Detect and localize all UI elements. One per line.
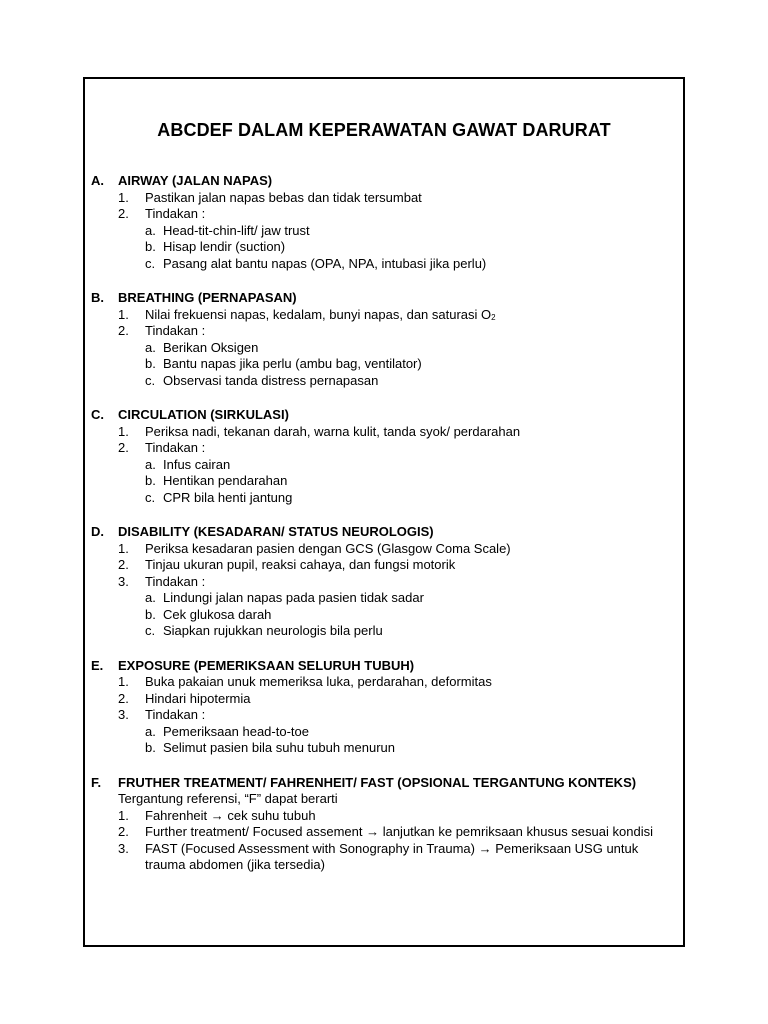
document-title: ABCDEF DALAM KEPERAWATAN GAWAT DARURAT — [157, 120, 611, 140]
list-item — [91, 691, 666, 708]
item-number: 2. — [118, 323, 129, 338]
section-letter: B. — [91, 290, 104, 305]
sub-item — [91, 356, 666, 373]
item-text: Further treatment/ Focused assement → lanjutkan ke pemriksaan khusus sesuai kondisi — [145, 824, 653, 839]
sub-letter: b. — [145, 740, 156, 755]
item-number: 1. — [118, 423, 129, 439]
sub-letter: c. — [145, 623, 156, 638]
item-number: 1. — [118, 540, 129, 556]
section-letter: C. — [91, 407, 104, 422]
sub-letter: a. — [145, 339, 156, 355]
item-number: 2. — [118, 206, 129, 221]
item-number: 3. — [118, 573, 129, 589]
section-title: EXPOSURE (PEMERIKSAAN SELURUH TUBUH) — [118, 657, 415, 673]
sub-text: Bantu napas jika perlu (ambu bag, ventilator) — [163, 356, 422, 371]
item-number: 1. — [118, 189, 129, 205]
sub-text: Pemeriksaan head-to-toe — [163, 723, 309, 739]
list-item — [91, 541, 666, 558]
sub-letter: a. — [145, 456, 156, 472]
document-content — [91, 173, 666, 892]
item-number: 2. — [118, 440, 129, 455]
section-letter: E. — [91, 657, 104, 673]
sub-letter: c. — [145, 489, 156, 505]
item-number: 2. — [118, 824, 129, 839]
sub-letter: b. — [145, 606, 156, 622]
item-number: 2. — [118, 557, 129, 572]
section-breathing — [91, 290, 666, 389]
section-title: AIRWAY (JALAN NAPAS) — [118, 173, 273, 188]
item-number: 1. — [118, 674, 129, 689]
sub-letter: a. — [145, 590, 156, 605]
item-number: 3. — [118, 840, 129, 856]
list-item — [91, 307, 666, 324]
document-frame — [83, 77, 685, 947]
sub-letter: c. — [145, 255, 156, 271]
list-item — [91, 841, 666, 874]
sub-item — [91, 473, 666, 490]
item-text: Tindakan : — [145, 707, 206, 722]
sub-text: Hisap lendir (suction) — [163, 239, 286, 254]
item-number: 1. — [118, 306, 129, 322]
list-item — [91, 824, 666, 841]
item-text: Buka pakaian unuk memeriksa luka, perdarahan, deformitas — [145, 674, 492, 689]
sub-text: Head-tit-chin-lift/ jaw trust — [163, 222, 310, 238]
sub-letter: a. — [145, 723, 156, 739]
list-item — [91, 808, 666, 825]
item-number: 1. — [118, 807, 129, 823]
list-item — [91, 574, 666, 591]
sub-text: Pasang alat bantu napas (OPA, NPA, intubasi jika perlu) — [163, 255, 487, 271]
sub-letter: b. — [145, 473, 156, 488]
sub-item — [91, 223, 666, 240]
section-intro: Tergantung referensi, “F” dapat berarti — [118, 791, 338, 806]
item-text: Hindari hipotermia — [145, 690, 251, 706]
sub-text: CPR bila henti jantung — [163, 489, 293, 505]
section-heading — [91, 407, 666, 424]
sub-item — [91, 373, 666, 390]
sub-letter: c. — [145, 372, 156, 388]
section-letter: D. — [91, 524, 104, 539]
item-number: 2. — [118, 690, 129, 706]
sub-letter: b. — [145, 356, 156, 371]
item-text: Periksa kesadaran pasien dengan GCS (Glasgow Coma Scale) — [145, 540, 511, 556]
section-disability — [91, 524, 666, 640]
section-heading — [91, 524, 666, 541]
section-title: FRUTHER TREATMENT/ FAHRENHEIT/ FAST (OPSIONAL TERGANTUNG KONTEKS) — [118, 774, 637, 790]
item-text: Pastikan jalan napas bebas dan tidak tersumbat — [145, 189, 422, 205]
sub-letter: b. — [145, 239, 156, 254]
list-item — [91, 424, 666, 441]
sub-text: Hentikan pendarahan — [163, 473, 288, 488]
sub-item — [91, 590, 666, 607]
sub-text: Cek glukosa darah — [163, 606, 272, 622]
sub-text: Infus cairan — [163, 456, 231, 472]
sub-item — [91, 490, 666, 507]
section-letter: A. — [91, 173, 104, 188]
item-text: FAST (Focused Assessment with Sonography in Trauma) → Pemeriksaan USG untuk trauma abdomen (jika tersedia) — [145, 840, 639, 872]
item-text: Periksa nadi, tekanan darah, warna kulit, tanda syok/ perdarahan — [145, 423, 521, 439]
sub-text: Berikan Oksigen — [163, 339, 259, 355]
sub-item — [91, 607, 666, 624]
list-item — [91, 440, 666, 457]
item-text: Tindakan : — [145, 206, 206, 221]
section-letter: F. — [91, 774, 102, 790]
subscript: 2 — [491, 312, 496, 322]
section-heading — [91, 775, 666, 792]
sub-text: Observasi tanda distress pernapasan — [163, 372, 379, 388]
item-text: Tinjau ukuran pupil, reaksi cahaya, dan fungsi motorik — [145, 557, 456, 572]
section-title: CIRCULATION (SIRKULASI) — [118, 407, 289, 422]
sub-item — [91, 740, 666, 757]
list-item — [91, 707, 666, 724]
section-circulation — [91, 407, 666, 506]
sub-item — [91, 724, 666, 741]
section-further — [91, 775, 666, 874]
section-heading — [91, 658, 666, 675]
item-text: Tindakan : — [145, 573, 206, 589]
list-item — [91, 674, 666, 691]
sub-item — [91, 340, 666, 357]
item-text: Nilai frekuensi napas, kedalam, bunyi napas, dan saturasi O — [145, 306, 492, 322]
list-item — [91, 557, 666, 574]
list-item — [91, 206, 666, 223]
sub-item — [91, 239, 666, 256]
sub-letter: a. — [145, 222, 156, 238]
section-airway — [91, 173, 666, 272]
section-title: DISABILITY (KESADARAN/ STATUS NEUROLOGIS) — [118, 524, 434, 539]
sub-text: Lindungi jalan napas pada pasien tidak sadar — [163, 590, 424, 605]
item-text: Tindakan : — [145, 440, 206, 455]
list-item — [91, 190, 666, 207]
sub-text: Siapkan rujukkan neurologis bila perlu — [163, 623, 383, 638]
section-heading — [91, 173, 666, 190]
item-number: 3. — [118, 707, 129, 722]
section-heading — [91, 290, 666, 307]
item-text: Fahrenheit → cek suhu tubuh — [145, 807, 316, 823]
sub-item — [91, 256, 666, 273]
sub-text: Selimut pasien bila suhu tubuh menurun — [163, 740, 395, 755]
section-exposure — [91, 658, 666, 757]
list-item — [91, 323, 666, 340]
section-title: BREATHING (PERNAPASAN) — [118, 290, 297, 305]
item-text: Tindakan : — [145, 323, 206, 338]
sub-item — [91, 623, 666, 640]
sub-item — [91, 457, 666, 474]
